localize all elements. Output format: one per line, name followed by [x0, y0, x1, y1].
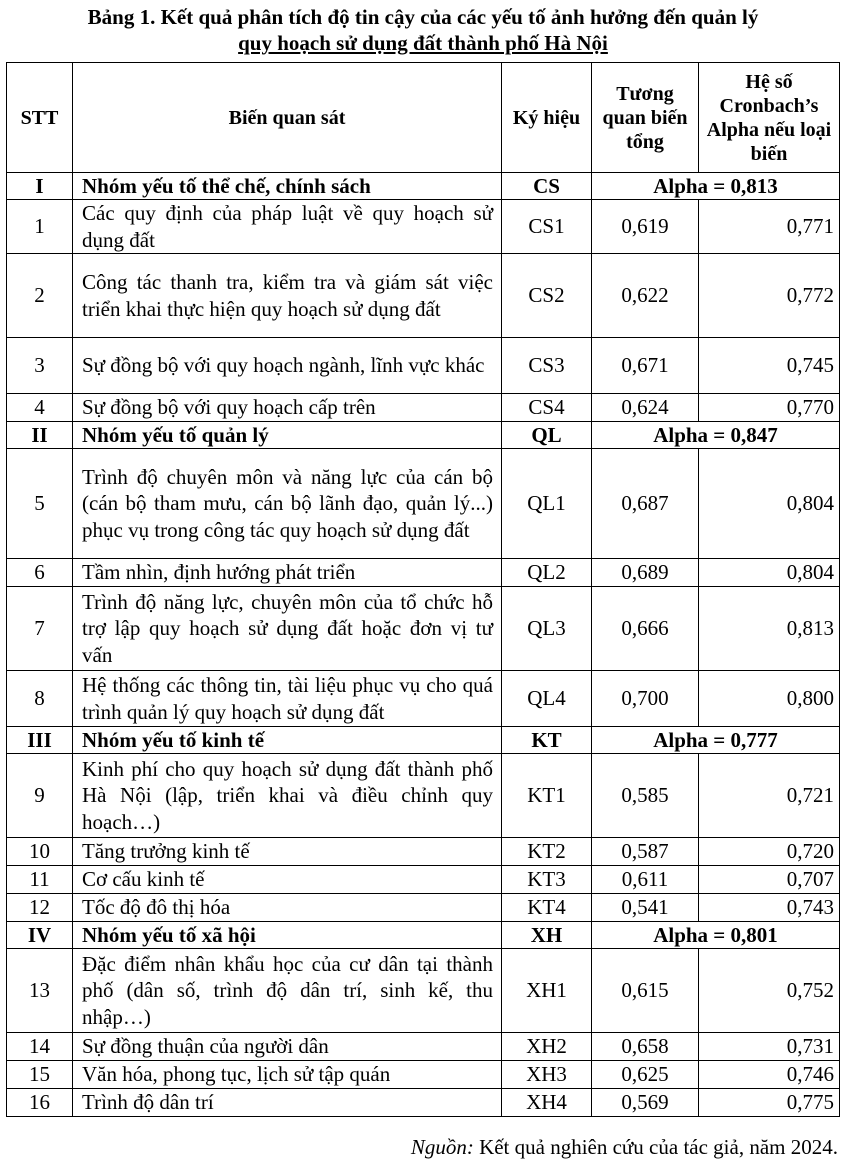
row-stt: 7	[7, 587, 73, 671]
group-alpha: Alpha = 0,813	[592, 173, 840, 200]
group-alpha: Alpha = 0,777	[592, 727, 840, 754]
row-variable: Sự đồng bộ với quy hoạch cấp trên	[73, 394, 502, 422]
row-alpha-deleted: 0,707	[699, 866, 840, 894]
row-stt: 6	[7, 559, 73, 587]
table-row	[7, 338, 840, 394]
row-code: KT1	[502, 754, 592, 838]
group-name: Nhóm yếu tố quản lý	[73, 422, 502, 449]
header-item-total: Tương quan biến tổng	[592, 63, 699, 173]
row-stt: 8	[7, 671, 73, 727]
row-item-total: 0,587	[592, 838, 699, 866]
row-variable: Tăng trưởng kinh tế	[73, 838, 502, 866]
row-alpha-deleted: 0,770	[699, 394, 840, 422]
row-variable: Sự đồng bộ với quy hoạch ngành, lĩnh vực khác	[73, 338, 502, 394]
group-roman: I	[7, 173, 73, 200]
row-alpha-deleted: 0,745	[699, 338, 840, 394]
title-line-2: quy hoạch sử dụng đất thành phố Hà Nội	[238, 31, 608, 55]
table-row	[7, 587, 840, 671]
row-alpha-deleted: 0,800	[699, 671, 840, 727]
row-item-total: 0,615	[592, 949, 699, 1033]
row-item-total: 0,700	[592, 671, 699, 727]
row-variable: Văn hóa, phong tục, lịch sử tập quán	[73, 1061, 502, 1089]
row-alpha-deleted: 0,743	[699, 894, 840, 922]
row-code: CS1	[502, 200, 592, 254]
group-roman: III	[7, 727, 73, 754]
row-item-total: 0,569	[592, 1089, 699, 1117]
header-symbol: Ký hiệu	[502, 63, 592, 173]
row-variable: Tầm nhìn, định hướng phát triển	[73, 559, 502, 587]
row-code: KT4	[502, 894, 592, 922]
row-stt: 14	[7, 1033, 73, 1061]
row-code: KT3	[502, 866, 592, 894]
row-item-total: 0,658	[592, 1033, 699, 1061]
row-stt: 2	[7, 254, 73, 338]
row-variable: Trình độ chuyên môn và năng lực của cán bộ (cán bộ tham mưu, cán bộ lãnh đạo, quản lý...) phục vụ trong công tác quy hoạch sử dụng đất	[73, 449, 502, 559]
group-code: CS	[502, 173, 592, 200]
row-item-total: 0,611	[592, 866, 699, 894]
row-code: XH3	[502, 1061, 592, 1089]
row-code: QL2	[502, 559, 592, 587]
row-alpha-deleted: 0,772	[699, 254, 840, 338]
title-line-1: Bảng 1. Kết quả phân tích độ tin cậy của các yếu tố ảnh hưởng đến quản lý	[87, 5, 759, 29]
row-code: QL4	[502, 671, 592, 727]
row-variable: Công tác thanh tra, kiểm tra và giám sát việc triển khai thực hiện quy hoạch sử dụng đất	[73, 254, 502, 338]
row-alpha-deleted: 0,813	[699, 587, 840, 671]
row-variable: Các quy định của pháp luật về quy hoạch sử dụng đất	[73, 200, 502, 254]
table-row	[7, 754, 840, 838]
row-stt: 3	[7, 338, 73, 394]
row-variable: Kinh phí cho quy hoạch sử dụng đất thành phố Hà Nội (lập, triển khai và điều chỉnh quy hoạch…)	[73, 754, 502, 838]
row-alpha-deleted: 0,746	[699, 1061, 840, 1089]
row-code: QL1	[502, 449, 592, 559]
row-stt: 12	[7, 894, 73, 922]
group-roman: II	[7, 422, 73, 449]
row-stt: 16	[7, 1089, 73, 1117]
row-item-total: 0,541	[592, 894, 699, 922]
row-stt: 1	[7, 200, 73, 254]
group-alpha: Alpha = 0,801	[592, 922, 840, 949]
group-code: XH	[502, 922, 592, 949]
table-row	[7, 449, 840, 559]
table-row	[7, 394, 840, 422]
row-code: KT2	[502, 838, 592, 866]
table-title	[0, 4, 846, 56]
header-stt: STT	[7, 63, 73, 173]
row-item-total: 0,619	[592, 200, 699, 254]
header-row	[7, 63, 840, 173]
table-body	[7, 173, 840, 1117]
row-code: XH4	[502, 1089, 592, 1117]
row-item-total: 0,687	[592, 449, 699, 559]
group-row	[7, 922, 840, 949]
group-roman: IV	[7, 922, 73, 949]
row-variable: Tốc độ đô thị hóa	[73, 894, 502, 922]
reliability-table	[6, 62, 840, 1117]
source-note	[411, 1134, 838, 1160]
row-item-total: 0,671	[592, 338, 699, 394]
header-alpha-deleted: Hệ số Cronbach’s Alpha nếu loại biến	[699, 63, 840, 173]
row-item-total: 0,689	[592, 559, 699, 587]
table-row	[7, 671, 840, 727]
group-name: Nhóm yếu tố thể chế, chính sách	[73, 173, 502, 200]
header-variable: Biến quan sát	[73, 63, 502, 173]
row-item-total: 0,585	[592, 754, 699, 838]
row-variable: Trình độ năng lực, chuyên môn của tổ chức hỗ trợ lập quy hoạch sử dụng đất hoặc đơn vị tư vấn	[73, 587, 502, 671]
row-alpha-deleted: 0,720	[699, 838, 840, 866]
table-row	[7, 838, 840, 866]
row-code: CS2	[502, 254, 592, 338]
table-row	[7, 1061, 840, 1089]
row-alpha-deleted: 0,804	[699, 449, 840, 559]
group-name: Nhóm yếu tố xã hội	[73, 922, 502, 949]
row-alpha-deleted: 0,775	[699, 1089, 840, 1117]
row-code: QL3	[502, 587, 592, 671]
row-stt: 11	[7, 866, 73, 894]
table-row	[7, 949, 840, 1033]
row-stt: 4	[7, 394, 73, 422]
table-row	[7, 1089, 840, 1117]
row-item-total: 0,622	[592, 254, 699, 338]
table-row	[7, 254, 840, 338]
row-stt: 5	[7, 449, 73, 559]
row-alpha-deleted: 0,721	[699, 754, 840, 838]
row-variable: Sự đồng thuận của người dân	[73, 1033, 502, 1061]
row-variable: Hệ thống các thông tin, tài liệu phục vụ cho quá trình quản lý quy hoạch sử dụng đất	[73, 671, 502, 727]
row-alpha-deleted: 0,752	[699, 949, 840, 1033]
row-stt: 9	[7, 754, 73, 838]
source-label: Nguồn:	[410, 1135, 474, 1159]
row-alpha-deleted: 0,731	[699, 1033, 840, 1061]
row-code: XH1	[502, 949, 592, 1033]
table-row	[7, 866, 840, 894]
row-item-total: 0,625	[592, 1061, 699, 1089]
table-row	[7, 1033, 840, 1061]
row-stt: 13	[7, 949, 73, 1033]
table-row	[7, 894, 840, 922]
row-stt: 15	[7, 1061, 73, 1089]
row-variable: Trình độ dân trí	[73, 1089, 502, 1117]
group-row	[7, 422, 840, 449]
table-row	[7, 200, 840, 254]
group-alpha: Alpha = 0,847	[592, 422, 840, 449]
group-code: QL	[502, 422, 592, 449]
group-code: KT	[502, 727, 592, 754]
group-row	[7, 173, 840, 200]
table-row	[7, 559, 840, 587]
row-variable: Đặc điểm nhân khẩu học của cư dân tại thành phố (dân số, trình độ dân trí, sinh kế, thu nhập…)	[73, 949, 502, 1033]
source-text: Kết quả nghiên cứu của tác giả, năm 2024.	[473, 1135, 838, 1159]
row-code: XH2	[502, 1033, 592, 1061]
row-alpha-deleted: 0,804	[699, 559, 840, 587]
row-stt: 10	[7, 838, 73, 866]
row-code: CS4	[502, 394, 592, 422]
row-code: CS3	[502, 338, 592, 394]
group-name: Nhóm yếu tố kinh tế	[73, 727, 502, 754]
group-row	[7, 727, 840, 754]
row-item-total: 0,624	[592, 394, 699, 422]
row-item-total: 0,666	[592, 587, 699, 671]
row-alpha-deleted: 0,771	[699, 200, 840, 254]
row-variable: Cơ cấu kinh tế	[73, 866, 502, 894]
